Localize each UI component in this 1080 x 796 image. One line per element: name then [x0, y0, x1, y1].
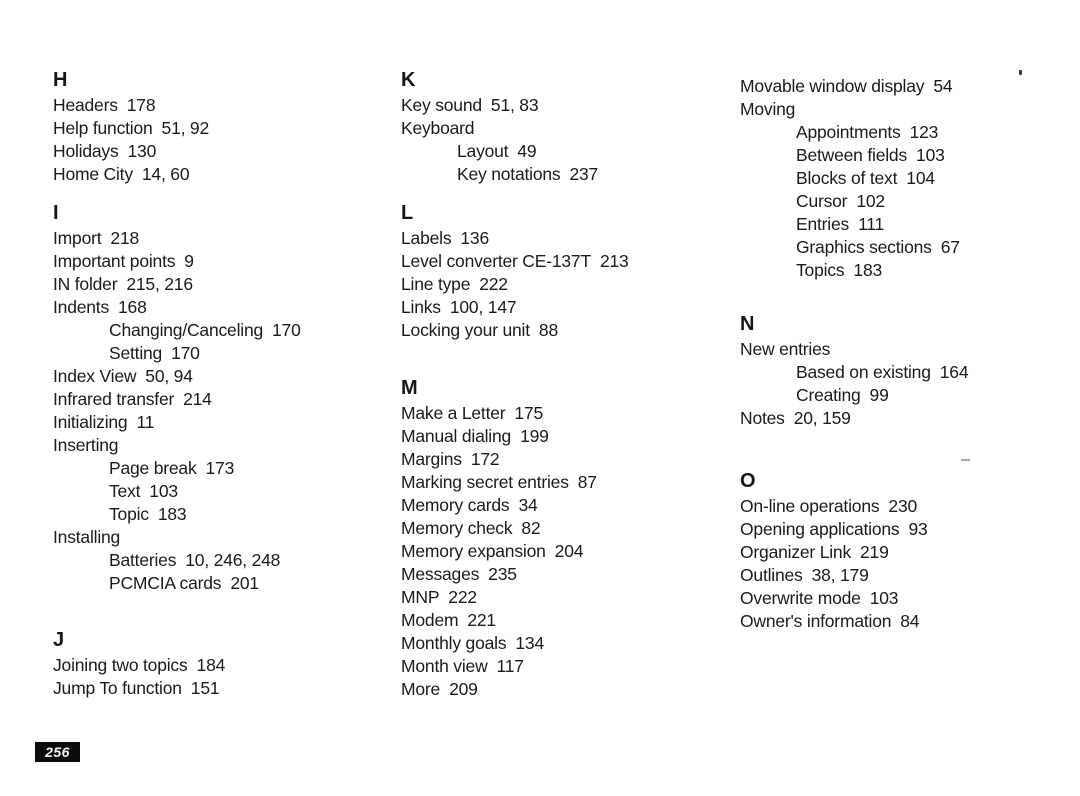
entry-label: Memory cards [401, 495, 510, 515]
index-entry [740, 167, 1078, 190]
entry-label: Locking your unit [401, 320, 530, 340]
index-entry [401, 296, 739, 319]
entry-label: Monthly goals [401, 633, 507, 653]
entry-label: Opening applications [740, 519, 900, 539]
entry-pages: 164 [939, 362, 969, 382]
letter-heading-L: L [401, 202, 414, 224]
entry-label: Memory check [401, 518, 513, 538]
entry-label: Headers [53, 95, 118, 115]
entry-pages: 201 [230, 573, 259, 593]
entry-pages: 38, 179 [811, 565, 869, 585]
entry-label: Level converter CE-137T [401, 251, 591, 271]
entry-pages: 51, 83 [490, 95, 539, 115]
entry-pages: 99 [869, 385, 889, 405]
letter-heading-I: I [53, 202, 60, 224]
index-entry [401, 609, 739, 632]
index-entry [401, 448, 739, 471]
scan-artifact-dot [1019, 70, 1022, 75]
entry-label: Outlines [740, 565, 803, 585]
index-entry [53, 480, 391, 503]
index-entry [740, 407, 1078, 430]
entry-pages: 82 [521, 518, 541, 538]
index-entry [53, 342, 391, 365]
index-entry [53, 572, 391, 595]
entry-pages: 104 [906, 168, 935, 188]
entry-pages: 103 [869, 588, 899, 608]
index-entry [401, 273, 739, 296]
index-entry [401, 678, 739, 701]
entry-label: Labels [401, 228, 452, 248]
index-entry [53, 388, 391, 411]
entry-pages: 214 [183, 389, 212, 409]
letter-heading-H: H [53, 69, 68, 91]
entry-label: Cursor [796, 191, 848, 211]
letter-heading-K: K [401, 69, 416, 91]
entry-label: Installing [53, 527, 121, 547]
entry-pages: 235 [488, 564, 517, 584]
entry-pages: 87 [577, 472, 597, 492]
entry-label: IN folder [53, 274, 118, 294]
index-section-I [53, 199, 391, 595]
index-entry [53, 117, 391, 140]
entry-pages: 67 [940, 237, 960, 257]
index-entry [53, 296, 391, 319]
entry-pages: 88 [538, 320, 558, 340]
entry-pages: 84 [900, 611, 920, 631]
index-entry [740, 610, 1078, 633]
entry-pages: 184 [196, 655, 226, 675]
entry-label: Make a Letter [401, 403, 506, 423]
entry-label: Help function [53, 118, 153, 138]
index-entry [401, 227, 739, 250]
entry-label: Inserting [53, 435, 119, 455]
entry-label: On-line operations [740, 496, 880, 516]
entry-pages: 178 [126, 95, 156, 115]
index-entry [53, 319, 391, 342]
entry-pages: 218 [110, 228, 140, 248]
entry-label: Month view [401, 656, 488, 676]
entry-label: Topic [109, 504, 149, 524]
entry-pages: 136 [460, 228, 489, 248]
index-entry [53, 227, 391, 250]
entry-pages: 49 [517, 141, 537, 161]
index-entry [401, 517, 739, 540]
index-entry [53, 654, 391, 677]
entry-label: Import [53, 228, 102, 248]
entry-pages: 151 [190, 678, 220, 698]
index-entry [401, 471, 739, 494]
index-entry [401, 632, 739, 655]
index-entry [740, 259, 1078, 282]
entry-pages: 50, 94 [145, 366, 193, 386]
entry-pages: 209 [449, 679, 478, 699]
entry-pages: 20, 159 [793, 408, 851, 428]
index-entry [740, 495, 1078, 518]
index-entry [401, 94, 739, 117]
entry-label: Messages [401, 564, 480, 584]
entry-label: Blocks of text [796, 168, 898, 188]
index-entry [740, 213, 1078, 236]
entry-label: Links [401, 297, 441, 317]
entry-pages: 222 [479, 274, 508, 294]
index-entry [53, 549, 391, 572]
letter-heading-M: M [401, 377, 419, 399]
entry-pages: 168 [118, 297, 147, 317]
entry-pages: 34 [518, 495, 538, 515]
index-section-M [401, 374, 739, 701]
entry-label: Memory expansion [401, 541, 546, 561]
entry-label: Organizer Link [740, 542, 852, 562]
entry-pages: 173 [205, 458, 235, 478]
entry-label: Page break [109, 458, 197, 478]
letter-heading-J: J [53, 629, 65, 651]
index-entry [53, 411, 391, 434]
entry-label: Margins [401, 449, 462, 469]
index-entry [53, 94, 391, 117]
index-entry [401, 319, 739, 342]
entry-pages: 9 [184, 251, 194, 271]
index-entry [401, 402, 739, 425]
index-entry [401, 425, 739, 448]
entry-label: Overwrite mode [740, 588, 861, 608]
scan-artifact-dash [961, 459, 970, 461]
entry-pages: 204 [554, 541, 584, 561]
entry-label: Holidays [53, 141, 119, 161]
entry-label: PCMCIA cards [109, 573, 222, 593]
entry-pages: 130 [127, 141, 157, 161]
index-column-3 [740, 75, 1078, 633]
index-section-continued [740, 75, 1078, 282]
index-entry [740, 236, 1078, 259]
entry-pages: 170 [272, 320, 301, 340]
entry-label: Layout [457, 141, 509, 161]
entry-label: Home City [53, 164, 133, 184]
entry-pages: 172 [470, 449, 500, 469]
entry-pages: 11 [136, 412, 155, 432]
entry-label: Indents [53, 297, 110, 317]
entry-label: Keyboard [401, 118, 475, 138]
index-entry [401, 563, 739, 586]
entry-label: Modem [401, 610, 459, 630]
entry-label: Based on existing [796, 362, 931, 382]
entry-label: Movable window display [740, 76, 925, 96]
index-section-J [53, 626, 391, 700]
index-entry [740, 361, 1078, 384]
entry-label: Moving [740, 99, 796, 119]
index-entry [53, 434, 391, 457]
index-entry [740, 384, 1078, 407]
entry-pages: 51, 92 [161, 118, 210, 138]
entry-label: MNP [401, 587, 440, 607]
entry-label: Line type [401, 274, 471, 294]
index-entry [53, 273, 391, 296]
entry-pages: 213 [599, 251, 629, 271]
index-entry [53, 163, 391, 186]
entry-label: Key sound [401, 95, 482, 115]
entry-label: Important points [53, 251, 176, 271]
entry-pages: 100, 147 [449, 297, 517, 317]
index-entry [740, 541, 1078, 564]
entry-label: Text [109, 481, 141, 501]
entry-pages: 221 [467, 610, 496, 630]
entry-pages: 215, 216 [126, 274, 193, 294]
letter-heading-O: O [740, 470, 757, 492]
entry-pages: 54 [933, 76, 953, 96]
entry-label: New entries [740, 339, 831, 359]
letter-heading-N: N [740, 313, 755, 335]
index-section-K [401, 66, 739, 186]
index-section-L [401, 199, 739, 342]
index-entry [401, 494, 739, 517]
entry-pages: 183 [853, 260, 883, 280]
entry-label: Appointments [796, 122, 901, 142]
entry-label: Graphics sections [796, 237, 932, 257]
entry-label: Key notations [457, 164, 561, 184]
entry-label: Infrared transfer [53, 389, 175, 409]
entry-label: More [401, 679, 441, 699]
index-entry [53, 457, 391, 480]
index-column-1 [53, 66, 391, 700]
index-entry [53, 526, 391, 549]
entry-pages: 117 [496, 656, 524, 676]
entry-label: Notes [740, 408, 785, 428]
index-entry [740, 338, 1078, 361]
index-entry [740, 564, 1078, 587]
index-entry [53, 250, 391, 273]
entry-pages: 134 [515, 633, 544, 653]
entry-pages: 175 [514, 403, 544, 423]
entry-pages: 183 [157, 504, 187, 524]
entry-label: Manual dialing [401, 426, 512, 446]
entry-label: Between fields [796, 145, 908, 165]
index-entry [53, 365, 391, 388]
entry-pages: 102 [856, 191, 885, 211]
index-entry [740, 190, 1078, 213]
entry-label: Jump To function [53, 678, 182, 698]
index-entry [401, 163, 739, 186]
index-section-O [740, 467, 1078, 633]
page-number: 256 [45, 744, 70, 760]
entry-pages: 199 [520, 426, 549, 446]
entry-pages: 222 [448, 587, 477, 607]
entry-label: Entries [796, 214, 850, 234]
entry-label: Changing/Canceling [109, 320, 264, 340]
index-entry [740, 587, 1078, 610]
entry-pages: 93 [908, 519, 928, 539]
entry-pages: 10, 246, 248 [185, 550, 281, 570]
entry-label: Setting [109, 343, 163, 363]
entry-label: Index View [53, 366, 137, 386]
index-entry [401, 540, 739, 563]
index-entry [740, 144, 1078, 167]
entry-label: Initializing [53, 412, 128, 432]
entry-label: Topics [796, 260, 845, 280]
entry-pages: 103 [916, 145, 945, 165]
entry-pages: 103 [149, 481, 178, 501]
entry-label: Joining two topics [53, 655, 188, 675]
entry-label: Batteries [109, 550, 177, 570]
index-entry [740, 98, 1078, 121]
index-entry [53, 503, 391, 526]
index-entry [401, 655, 739, 678]
index-entry [53, 140, 391, 163]
index-entry [740, 75, 1078, 98]
entry-label: Marking secret entries [401, 472, 569, 492]
entry-pages: 111 [858, 214, 885, 234]
index-section-N [740, 310, 1078, 430]
index-entry [401, 586, 739, 609]
entry-pages: 219 [860, 542, 889, 562]
index-entry [740, 121, 1078, 144]
entry-pages: 123 [909, 122, 939, 142]
entry-pages: 170 [171, 343, 200, 363]
index-entry [401, 250, 739, 273]
entry-label: Owner's information [740, 611, 892, 631]
index-section-H [53, 66, 391, 186]
entry-pages: 14, 60 [141, 164, 190, 184]
page-number-badge [35, 742, 80, 762]
index-entry [740, 518, 1078, 541]
index-column-2 [401, 66, 739, 701]
entry-pages: 237 [569, 164, 599, 184]
entry-label: Creating [796, 385, 861, 405]
index-entry [401, 140, 739, 163]
index-entry [401, 117, 739, 140]
entry-pages: 230 [888, 496, 918, 516]
index-entry [53, 677, 391, 700]
